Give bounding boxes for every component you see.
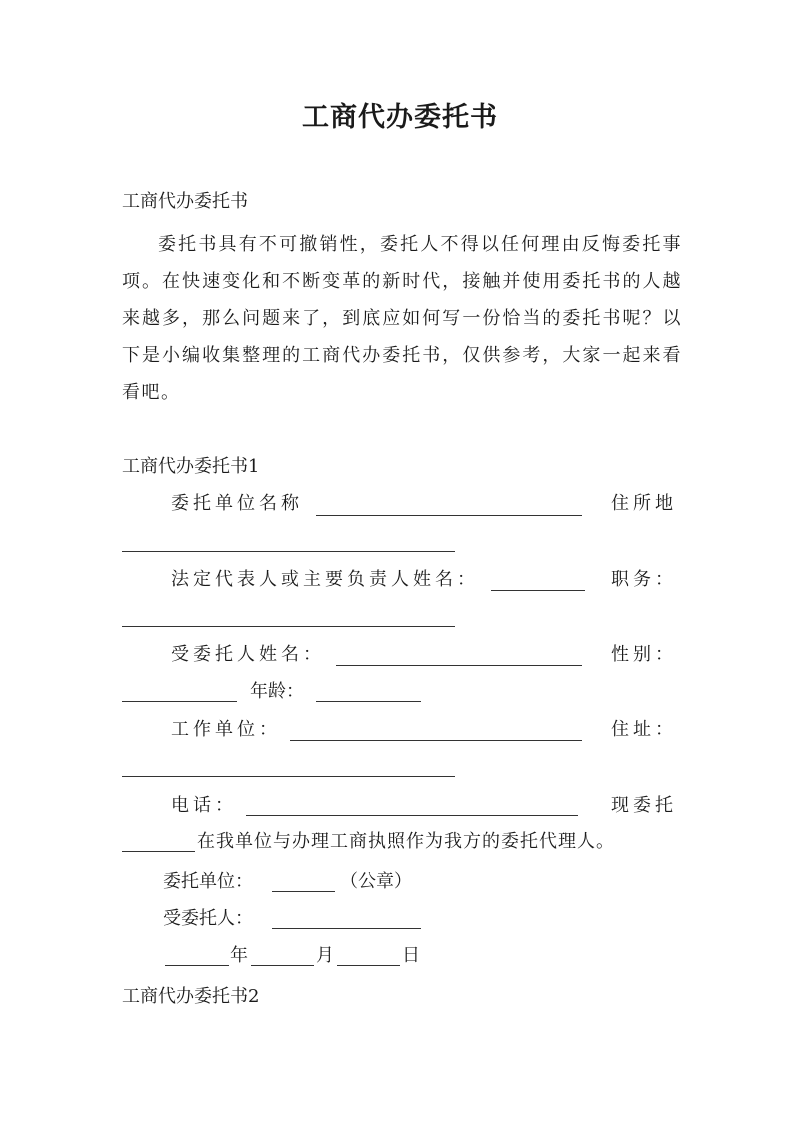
seal-label: （公章）	[340, 871, 412, 892]
sign-unit-label: 委托单位：	[163, 871, 253, 892]
phone-blank	[246, 815, 578, 816]
position-blank	[122, 626, 455, 627]
gender-label: 性别：	[611, 644, 677, 665]
date-month-blank	[251, 965, 314, 966]
section1-heading: 工商代办委托书1	[122, 456, 260, 477]
work-unit-blank	[290, 740, 582, 741]
address-label: 住址：	[611, 719, 677, 740]
entrusting-unit-name-label: 委托单位名称	[171, 493, 303, 514]
sign-unit-blank	[272, 891, 335, 892]
document-title: 工商代办委托书	[302, 102, 498, 133]
now-entrust-label: 现委托	[611, 795, 677, 816]
gender-blank	[122, 701, 237, 702]
residence-label: 住所地	[611, 493, 677, 514]
trustee-name-label: 受委托人姓名：	[171, 644, 325, 665]
sign-trustee-label: 受委托人：	[163, 908, 253, 929]
legal-rep-blank	[491, 590, 585, 591]
address-blank	[122, 776, 455, 777]
phone-label: 电话：	[171, 795, 237, 816]
date-month-label: 月	[316, 945, 334, 966]
entrusting-unit-name-blank	[316, 515, 582, 516]
date-day-label: 日	[402, 945, 420, 966]
work-unit-label: 工作单位：	[171, 719, 281, 740]
age-blank	[316, 701, 421, 702]
date-year-label: 年	[230, 945, 248, 966]
entrust-blank	[122, 851, 195, 852]
date-day-blank	[337, 965, 400, 966]
intro-heading: 工商代办委托书	[122, 191, 248, 212]
legal-rep-label: 法定代表人或主要负责人姓名：	[171, 569, 479, 590]
intro-paragraph: 委托书具有不可撤销性，委托人不得以任何理由反悔委托事项。在快速变化和不断变革的新时代，接触并使用委托书的人越来越多，那么问题来了，到底应如何写一份恰当的委托书呢？以下是小编收集整理的工商代办委托书，仅供参考，大家一起来看看吧。	[122, 234, 682, 403]
section2-heading: 工商代办委托书2	[122, 986, 260, 1007]
age-label: 年龄：	[250, 681, 304, 702]
position-label: 职务：	[611, 569, 677, 590]
sign-trustee-blank	[272, 928, 421, 929]
residence-blank	[122, 551, 455, 552]
trustee-name-blank	[336, 665, 582, 666]
date-year-blank	[165, 965, 229, 966]
entrust-statement: 在我单位与办理工商执照作为我方的委托代理人。	[197, 831, 615, 852]
